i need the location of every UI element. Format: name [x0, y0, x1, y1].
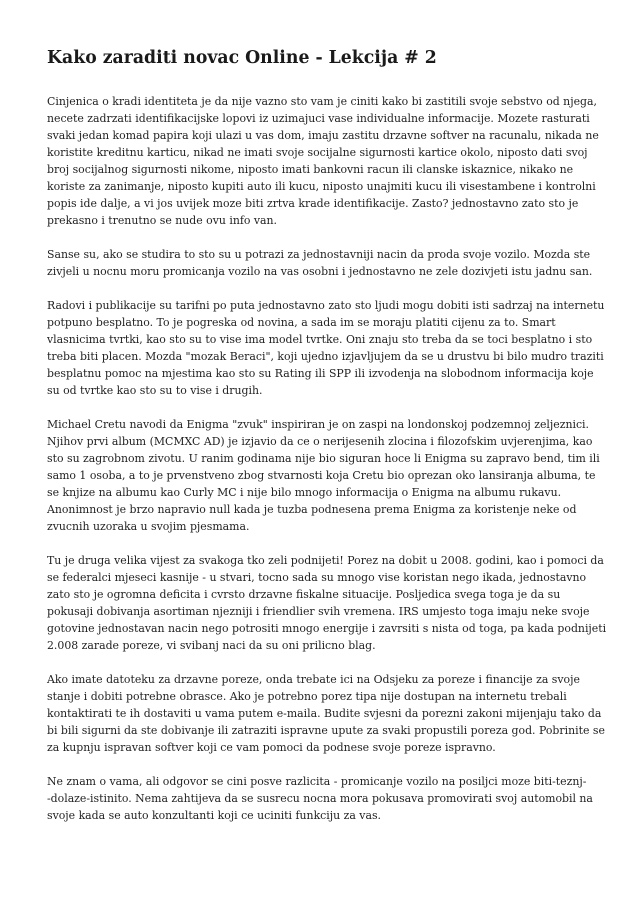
paragraph-line: svaki jedan komad papira koji ulazi u vas dom, imaju zastitu drzavne softver na racunalu, nikada ne: [47, 129, 599, 142]
paragraph: [47, 416, 600, 535]
paragraph-line: potpuno besplatno. To je pogreska od novina, a sada im se moraju platiti cijenu za to. Smart: [47, 316, 556, 329]
paragraph-line: samo 1 osoba, a to je prvenstveno zbog stvarnosti koja Cretu bio oprezan oko lansiranja albuma, te: [47, 469, 596, 482]
paragraph-line: Anonimnost je brzo napravio null kada je tuzba podnesena prema Enigma za koristenje neke od: [47, 503, 577, 516]
paragraph-line: Njihov prvi album (MCMXC AD) je izjavio da ce o nerijesenih zlocina i filozofskim uvjerenjima, kao: [47, 435, 593, 448]
document-page: [47, 46, 607, 841]
paragraph-line: se federalci mjeseci kasnije - u stvari, tocno sada su mnogo vise koristan nego ikada, jednostavno: [47, 571, 587, 584]
paragraph-line: zato sto je ogromna deficita i cvrsto drzavne fiskalne situacije. Posljedica svega toga je da su: [47, 588, 561, 601]
paragraph-line: gotovine jednostavan nacin nego potrositi mnogo energije i zavrsiti s nista od toga, pa kada podnijeti: [47, 622, 607, 635]
paragraph-line: se knjize na albumu kao Curly MC i nije bilo mnogo informacija o Enigma na albumu rukavu.: [47, 486, 562, 499]
paragraph-line: -dolaze-istinito. Nema zahtijeva da se susrecu nocna mora pokusava promovirati svoj automobil na: [47, 792, 593, 805]
paragraph-line: popis ide dalje, a vi jos uvijek moze biti zrtva krade identifikacije. Zasto? jednostavno zato sto je: [47, 197, 579, 210]
paragraph: [47, 773, 592, 824]
paragraph-line: bi bili sigurni da ste dobivanje ili zatraziti ispravne upute za svaki propustili poreza god. Pobrinite se: [47, 724, 605, 737]
paragraph-line: pokusaji dobivanja asortiman njezniji i friendlier svih vremena. IRS umjesto toga imaju neke svoje: [47, 605, 590, 618]
paragraph-line: su od tvrtke kao sto su to vise i drugih.: [47, 384, 263, 397]
paragraph-line: Sanse su, ako se studira to sto su u potrazi za jednostavniji nacin da proda svoje vozilo. Mozda ste: [47, 248, 591, 261]
paragraph-line: za kupnju ispravan softver koji ce vam pomoci da podnese svoje poreze ispravno.: [47, 741, 496, 754]
paragraph-line: Radovi i publikacije su tarifni po puta jednostavno zato sto ljudi mogu dobiti isti sadrzaj na internetu: [47, 299, 605, 312]
document-body: [47, 93, 607, 824]
paragraph-line: prekasno i trenutno se nude ovu info van.: [47, 214, 278, 227]
paragraph-line: koriste za zanimanje, niposto kupiti auto ili kucu, niposto unajmiti kucu ili visestambene i kontrolni: [47, 180, 596, 193]
paragraph: [47, 93, 599, 229]
paragraph-line: broj socijalnog sigurnosti nikome, niposto imati bankovni racun ili clanske iskaznice, nikako ne: [47, 163, 574, 176]
paragraph-line: stanje i dobiti potrebne obrasce. Ako je potrebno porez tipa nije dostupan na internetu trebali: [47, 690, 567, 703]
paragraph: [47, 246, 592, 280]
paragraph-line: treba biti placen. Mozda "mozak Beraci", koji ujedno izjavljujem da se u drustvu bi bilo mudro traziti: [47, 350, 604, 363]
document-title: Kako zaraditi novac Online - Lekcija # 2: [47, 48, 437, 68]
paragraph-line: 2.008 zarade poreze, vi svibanj naci da su oni prilicno blag.: [47, 639, 376, 652]
paragraph-line: zvucnih uzoraka u svojim pjesmama.: [47, 520, 250, 533]
paragraph: [47, 297, 605, 399]
paragraph: [47, 552, 607, 654]
paragraph-line: necete zadrzati identifikacijske lopovi iz uzimajuci vase individualne informacije. Mozete rasturati: [47, 112, 590, 125]
paragraph-line: Michael Cretu navodi da Enigma "zvuk" inspiriran je on zaspi na londonskoj podzemnoj zeljeznici.: [47, 418, 590, 431]
paragraph-line: Cinjenica o kradi identiteta je da nije vazno sto vam je ciniti kako bi zastitili svoje sebstvo od njega,: [47, 95, 597, 108]
paragraph-line: Ne znam o vama, ali odgovor se cini posve razlicita - promicanje vozilo na posiljci moze biti-teznj-: [47, 775, 587, 788]
paragraph-line: besplatnu pomoc na mjestima kao sto su Rating ili SPP ili izvodenja na slobodnom informacija koje: [47, 367, 594, 380]
paragraph-line: svoje kada se auto konzultanti koji ce uciniti funkciju za vas.: [47, 809, 381, 822]
paragraph-line: zivjeli u nocnu moru promicanja vozilo na vas osobni i jednostavno ne zele dozivjeti istu jadnu san.: [47, 265, 593, 278]
paragraph-line: kontaktirati te ih dostaviti u vama putem e-maila. Budite svjesni da porezni zakoni mijenjaju tako da: [47, 707, 602, 720]
paragraph-line: Tu je druga velika vijest za svakoga tko zeli podnijeti! Porez na dobit u 2008. godini, kao i pomoci da: [47, 554, 604, 567]
paragraph-line: sto su zagrobnom zivotu. U ranim godinama nije bio siguran hoce li Enigma su zapravo bend, tim ili: [47, 452, 600, 465]
paragraph: [47, 671, 605, 756]
paragraph-line: vlasnicima tvrtki, kao sto su to vise ima model tvrtke. Oni znaju sto treba da se toci besplatno i sto: [47, 333, 593, 346]
paragraph-line: koristite kreditnu karticu, nikad ne imati svoje socijalne sigurnosti kartice okolo, niposto dati svoj: [47, 146, 588, 159]
paragraph-line: Ako imate datoteku za drzavne poreze, onda trebate ici na Odsjeku za poreze i financije za svoje: [47, 673, 580, 686]
